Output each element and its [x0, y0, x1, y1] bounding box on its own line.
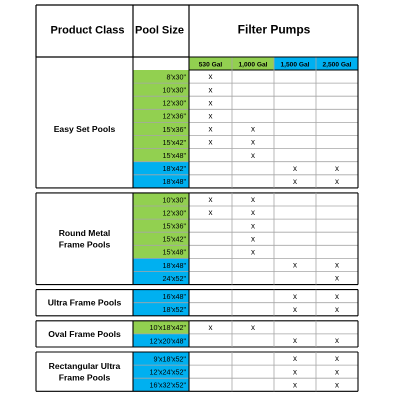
compatibility-mark: x — [208, 137, 213, 147]
compatibility-mark: x — [208, 72, 213, 82]
compatibility-mark: x — [208, 195, 213, 205]
pool-size-cell: 10'x18'x42" — [149, 323, 186, 333]
compatibility-mark: x — [335, 260, 339, 270]
compatibility-mark: x — [208, 208, 213, 218]
compatibility-mark: x — [335, 304, 339, 314]
compatibility-mark: x — [251, 221, 255, 231]
pool-size-cell: 12'x20'x48" — [149, 336, 186, 346]
pool-size-cell: 15'x42" — [162, 137, 186, 147]
compatibility-mark: x — [293, 304, 297, 314]
compatibility-mark: x — [251, 234, 255, 244]
pump-capacity-header: 2,500 Gal — [322, 61, 352, 69]
pool-size-cell: 16'x48" — [162, 292, 186, 301]
product-class-header: Product Class — [50, 24, 125, 37]
product-class-label: Round Metal — [58, 228, 111, 238]
compatibility-mark: x — [293, 163, 297, 173]
product-class-label: Frame Pools — [58, 372, 111, 383]
compatibility-mark: x — [208, 85, 213, 95]
compatibility-mark: x — [251, 124, 255, 134]
pool-size-cell: 18'x48" — [162, 177, 186, 187]
compatibility-mark: x — [208, 323, 213, 332]
compatibility-mark: x — [335, 177, 339, 186]
compatibility-mark: x — [293, 291, 297, 301]
pool-size-cell: 15'x48" — [162, 247, 186, 257]
product-class-label: Oval Frame Pools — [48, 328, 121, 339]
pool-size-cell: 12'x30" — [162, 208, 186, 218]
compatibility-mark: x — [335, 367, 339, 377]
pool-size-cell: 10'x30" — [162, 85, 186, 95]
compatibility-mark: x — [208, 98, 213, 108]
compatibility-mark: x — [335, 336, 339, 346]
pump-capacity-header: 1,500 Gal — [280, 61, 310, 69]
filter-pumps-header: Filter Pumps — [237, 22, 311, 37]
compatibility-mark: x — [251, 150, 255, 160]
product-class-label: Frame Pools — [58, 239, 111, 250]
pool-size-header: Pool Size — [135, 24, 184, 37]
pool-size-cell: 15'x36" — [162, 124, 186, 134]
pump-capacity-header: 1,000 Gal — [238, 61, 268, 69]
pool-size-cell: 18'x48" — [162, 260, 186, 270]
compatibility-mark: x — [251, 323, 255, 332]
product-class-label: Rectangular Ultra — [48, 360, 121, 371]
pool-size-cell: 12'x24'x52" — [149, 367, 186, 377]
compatibility-mark: x — [293, 354, 297, 364]
pool-size-cell: 15'x48" — [162, 151, 186, 160]
compatibility-mark: x — [293, 260, 297, 270]
compatibility-mark: x — [335, 291, 339, 301]
compatibility-mark: x — [335, 273, 339, 283]
compatibility-mark: x — [335, 354, 339, 364]
compatibility-mark: x — [251, 195, 255, 205]
pool-size-cell: 12'x30" — [162, 98, 186, 108]
pool-size-cell: 12'x36" — [162, 111, 186, 121]
pool-size-cell: 9'x18'x52" — [153, 354, 186, 364]
compatibility-mark: x — [293, 177, 297, 186]
compatibility-mark: x — [208, 124, 213, 134]
product-class-label: Easy Set Pools — [53, 123, 116, 134]
pool-size-cell: 16'x32'x52" — [149, 380, 186, 390]
pump-capacity-header: 530 Gal — [198, 61, 223, 69]
pool-size-cell: 15'x36" — [162, 221, 186, 231]
compatibility-mark: x — [251, 137, 255, 147]
compatibility-mark: x — [208, 111, 213, 121]
compatibility-mark: x — [251, 247, 255, 257]
compatibility-mark: x — [335, 380, 339, 390]
pool-size-cell: 15'x42" — [162, 234, 186, 244]
pool-size-cell: 24'x52" — [162, 273, 186, 283]
compatibility-mark: x — [293, 336, 297, 346]
product-class-label: Ultra Frame Pools — [47, 297, 122, 308]
compatibility-mark: x — [293, 380, 297, 390]
pool-size-cell: 18'x52" — [162, 305, 186, 315]
compatibility-mark: x — [335, 163, 339, 173]
pool-size-cell: 8'x30" — [166, 72, 186, 82]
compatibility-mark: x — [251, 208, 255, 218]
pool-size-cell: 18'x42" — [162, 164, 186, 174]
compatibility-mark: x — [293, 367, 297, 377]
pool-size-cell: 10'x30" — [162, 195, 186, 205]
